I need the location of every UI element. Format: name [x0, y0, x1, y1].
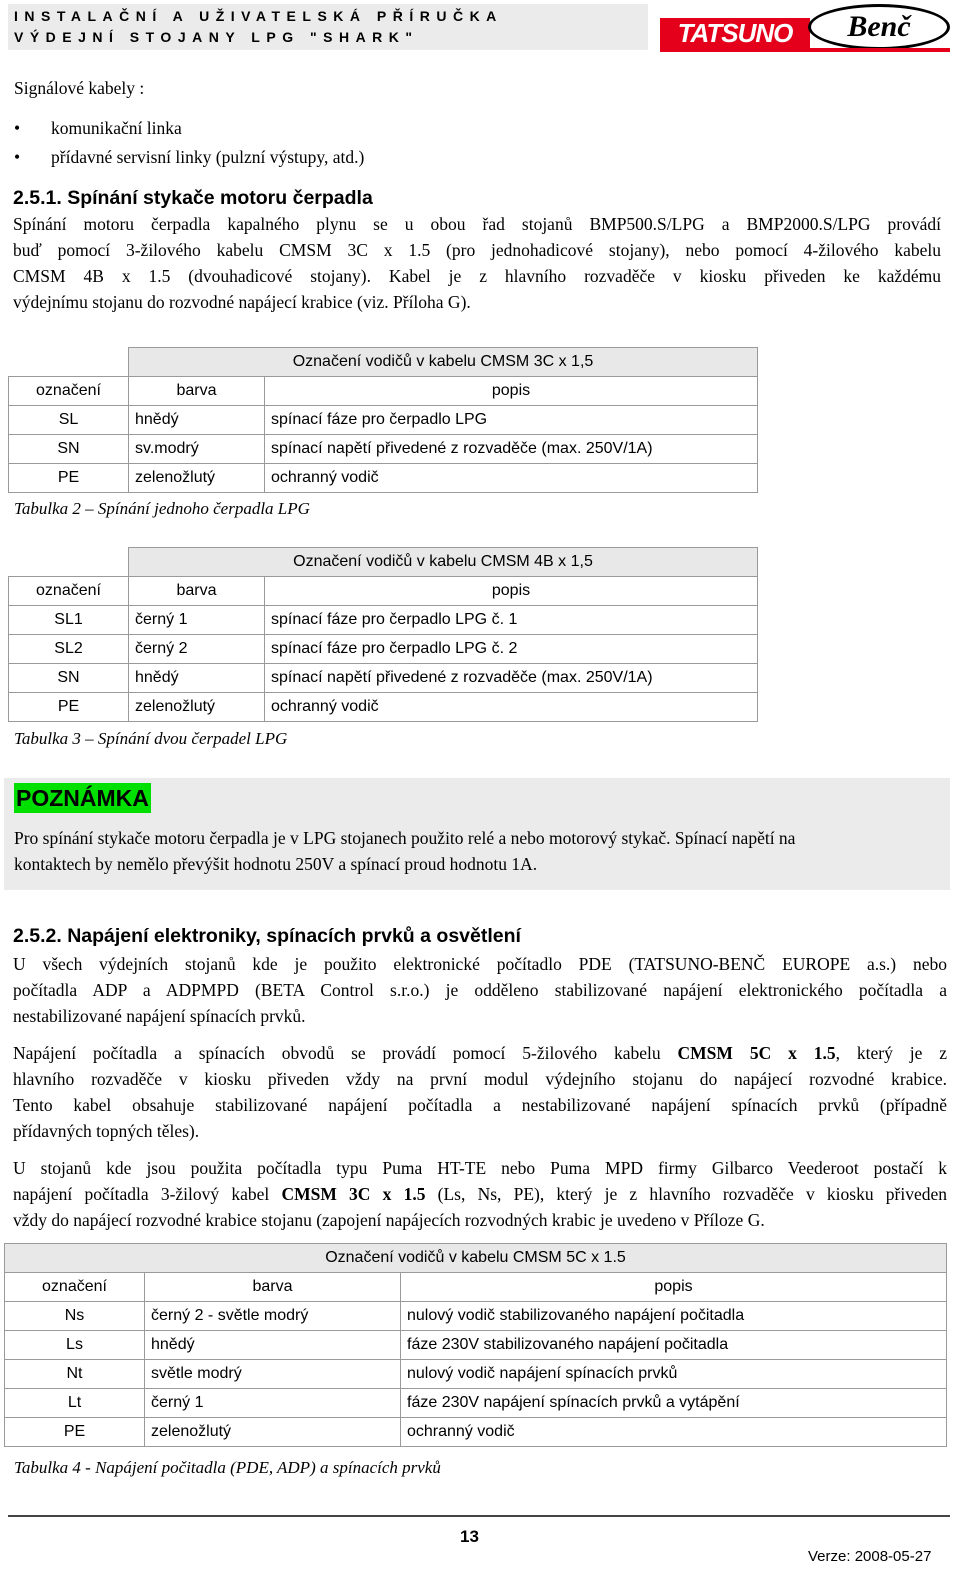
table-cell: spínací fáze pro čerpadlo LPG č. 2: [265, 635, 758, 664]
table-cell: spínací fáze pro čerpadlo LPG č. 1: [265, 606, 758, 635]
table-row: [5, 1418, 947, 1447]
para-line: nestabilizované napájení spínacích prvků.: [13, 1006, 306, 1026]
table-header: popis: [265, 577, 758, 606]
table-cell: SN: [9, 435, 129, 464]
table-cmsm-5c: [4, 1243, 947, 1447]
table-header: barva: [129, 377, 265, 406]
signal-heading: Signálové kabely :: [14, 78, 145, 98]
text-run: Napájení počítadla a spínacích obvodů se provádí pomocí 5-žilového kabelu: [13, 1043, 678, 1063]
header-title-line2: VÝDEJNÍ STOJANY LPG "SHARK": [14, 29, 419, 45]
table-header: barva: [129, 577, 265, 606]
para-line: Spínání motoru čerpadla kapalného plynu se u obou řad stojanů BMP500.S/LPG a BMP2000.S/LPG provádí: [13, 214, 941, 234]
note-line: kontaktech by nemělo převýšit hodnotu 250V a spínací proud hodnotu 1A.: [14, 854, 538, 874]
table-cell: zelenožlutý: [145, 1418, 401, 1447]
table-row: [9, 693, 758, 722]
table-cell: spínací napětí přivedené z rozvaděče (max. 250V/1A): [265, 664, 758, 693]
table-cell: ochranný vodič: [265, 464, 758, 493]
table-row: [9, 435, 758, 464]
bullet-item: • přídavné servisní linky (pulzní výstupy, atd.): [51, 145, 364, 171]
section-heading-251: 2.5.1. Spínání stykače motoru čerpadla: [13, 187, 373, 209]
table-row: [5, 1389, 947, 1418]
para-line: [13, 1182, 947, 1208]
table-cmsm-3c: [8, 347, 758, 493]
para-line: U všech výdejních stojanů kde je použito elektronické počítadlo PDE (TATSUNO-BENČ EUROPE a.s.) nebo: [13, 954, 947, 974]
para-line: buď pomocí 3-žilového kabelu CMSM 3C x 1.5 (pro jednohadicové stojany), nebo pomocí 4-žilového kabelu: [13, 240, 941, 260]
table-title: Označení vodičů v kabelu CMSM 3C x 1,5: [129, 348, 758, 377]
note-line: Pro spínání stykače motoru čerpadla je v LPG stojanech použito relé a nebo motorový stykač. Spínací napětí na: [14, 828, 796, 848]
table-cell: PE: [9, 693, 129, 722]
bullet-item: • komunikační linka: [51, 116, 182, 142]
table-row: [9, 464, 758, 493]
table-header: popis: [401, 1273, 947, 1302]
table-row: [9, 635, 758, 664]
footer-divider: [8, 1515, 950, 1517]
benc-logo: Benč: [808, 4, 950, 50]
table-cell: spínací fáze pro čerpadlo LPG: [265, 406, 758, 435]
table-cmsm-4b: [8, 547, 758, 722]
table-row: [9, 406, 758, 435]
table-cell: Ls: [5, 1331, 145, 1360]
table-title: Označení vodičů v kabelu CMSM 5C x 1.5: [5, 1244, 947, 1273]
table-cell: světle modrý: [145, 1360, 401, 1389]
para-line: přídavných topných těles).: [13, 1121, 200, 1141]
table-cell: černý 1: [129, 606, 265, 635]
table-cell: Lt: [5, 1389, 145, 1418]
table-cell: nulový vodič napájení spínacích prvků: [401, 1360, 947, 1389]
page-number: 13: [460, 1527, 479, 1546]
table-cell: černý 1: [145, 1389, 401, 1418]
table-cell: zelenožlutý: [129, 693, 265, 722]
table-header: označení: [5, 1273, 145, 1302]
para-line: Tento kabel obsahuje stabilizované napájení počítadla a nestabilizované napájení spínacích prvků (případně: [13, 1095, 947, 1115]
table-cell: černý 2: [129, 635, 265, 664]
cable-name-bold: CMSM 3C x 1.5: [281, 1184, 426, 1204]
section-heading-252: 2.5.2. Napájení elektroniky, spínacích prvků a osvětlení: [13, 925, 521, 947]
table-cell: zelenožlutý: [129, 464, 265, 493]
table-cell: Ns: [5, 1302, 145, 1331]
version-label: Verze: 2008-05-27: [808, 1548, 932, 1565]
table-caption: Tabulka 4 - Napájení počitadla (PDE, ADP) a spínacích prvků: [14, 1458, 441, 1477]
table-cell: hnědý: [129, 664, 265, 693]
table-cell: sv.modrý: [129, 435, 265, 464]
table-cell: PE: [5, 1418, 145, 1447]
text-run: (Ls, Ns, PE), který je z hlavního rozvaděče v kiosku přiveden: [425, 1184, 947, 1204]
table-header: označení: [9, 577, 129, 606]
tatsuno-logo: TATSUNO: [660, 18, 810, 48]
table-header: barva: [145, 1273, 401, 1302]
table-row: [5, 1331, 947, 1360]
text-run: napájení počítadla 3-žilový kabel: [13, 1184, 282, 1204]
text-run: , který je z: [835, 1043, 947, 1063]
table-cell: ochranný vodič: [401, 1418, 947, 1447]
para-line: výdejnímu stojanu do rozvodné napájecí krabice (viz. Příloha G).: [13, 292, 471, 312]
para-line: U stojanů kde jsou použita počítadla typu Puma HT-TE nebo Puma MPD firmy Gilbarco Veederoot postačí k: [13, 1158, 947, 1178]
table-cell: fáze 230V stabilizovaného napájení počitadla: [401, 1331, 947, 1360]
header-title-line1: INSTALAČNÍ A UŽIVATELSKÁ PŘÍRUČKA: [14, 8, 503, 24]
para-line: CMSM 4B x 1.5 (dvouhadicové stojany). Kabel je z hlavního rozvaděče v kiosku přiveden ke každému: [13, 266, 941, 286]
table-row: [9, 664, 758, 693]
table-row: [5, 1302, 947, 1331]
cable-name-bold: CMSM 5C x 1.5: [677, 1043, 836, 1063]
table-cell: Nt: [5, 1360, 145, 1389]
table-cell: spínací napětí přivedené z rozvaděče (max. 250V/1A): [265, 435, 758, 464]
table-row: [9, 606, 758, 635]
note-title: POZNÁMKA: [16, 785, 149, 811]
table-cell: SL1: [9, 606, 129, 635]
table-caption: Tabulka 2 – Spínání jednoho čerpadla LPG: [14, 499, 310, 518]
para-line: počítadla ADP a ADPMPD (BETA Control s.r.o.) je odděleno stabilizované napájení elektronického počítadla a: [13, 980, 947, 1000]
para-line: vždy do napájecí rozvodné krabice stojanu (zapojení napájecích rozvodných krabic je uvedeno v Příloze G.: [13, 1210, 765, 1230]
table-cell: fáze 230V napájení spínacích prvků a vytápění: [401, 1389, 947, 1418]
table-title: Označení vodičů v kabelu CMSM 4B x 1,5: [129, 548, 758, 577]
logo-underline: [660, 48, 950, 52]
table-cell: SN: [9, 664, 129, 693]
table-caption: Tabulka 3 – Spínání dvou čerpadel LPG: [14, 729, 288, 748]
table-cell: PE: [9, 464, 129, 493]
table-cell: ochranný vodič: [265, 693, 758, 722]
table-header: popis: [265, 377, 758, 406]
table-cell: hnědý: [129, 406, 265, 435]
table-row: [5, 1360, 947, 1389]
table-cell: černý 2 - světle modrý: [145, 1302, 401, 1331]
table-cell: SL: [9, 406, 129, 435]
para-line: [13, 1041, 947, 1067]
table-cell: nulový vodič stabilizovaného napájení počitadla: [401, 1302, 947, 1331]
table-header: označení: [9, 377, 129, 406]
table-cell: hnědý: [145, 1331, 401, 1360]
para-line: hlavního rozvaděče v kiosku přiveden vždy na první modul výdejního stojanu do napájecí rozvodné krabice.: [13, 1069, 947, 1089]
table-cell: SL2: [9, 635, 129, 664]
